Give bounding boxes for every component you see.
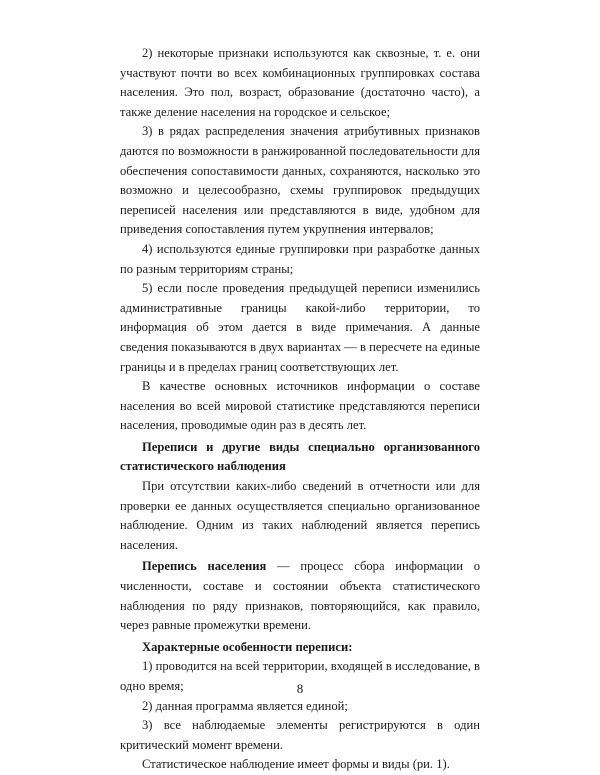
list-item-4: 4) используются единые группировки при разработке данных по разным территориям страны; (120, 241, 480, 276)
feature-item-2: 2) данная программа является единой; (142, 698, 348, 713)
absence-paragraph: При отсутствии каких-либо сведений в отчетности или для проверки ее данных осуществляется специально организованное наблюдение. Одним из таких наблюдений является перепись населения. (120, 479, 480, 552)
closing-paragraph: Статистическое наблюдение имеет формы и виды (ри. 1). (142, 757, 450, 772)
list-item-3: 3) в рядах распределения значения атрибутивных признаков даются по возможности в ранжированной последовательности для обеспечения сопоставимости данных, сохраняются, насколько это возможно и целесообразно, схемы группировок предыдущих переписей населения или представляются в виде, удобном для приведения сопоставления путем укрупнения интервалов; (120, 124, 480, 237)
feature-item-1: 1) проводится на всей территории, входящей в исследование, в одно время; (120, 659, 480, 693)
section-heading: Переписи и другие виды специально организованного статистического наблюдения (120, 439, 480, 474)
features-heading: Характерные особенности переписи: (142, 639, 353, 654)
sources-paragraph: В качестве основных источников информации о составе населения во всей мировой статистике представляются переписи населения, проводимые один раз в десять лет. (120, 379, 480, 433)
page-number: 8 (296, 681, 304, 696)
page-body (120, 44, 480, 775)
definition-paragraph (120, 557, 480, 635)
definition-term: Перепись населения (142, 559, 267, 574)
list-item-5: 5) если после проведения предыдущей переписи изменились административные границы какой-либо территории, то информация об этом дается в виде примечания. А данные сведения показываются в двух вариантах — в пересчете на единые границы и в пределах границ соответствующих лет. (120, 281, 480, 374)
list-item-2: 2) некоторые признаки используются как сквозные, т. е. они участвуют почти во всех комбинационных группировках состава населения. Это пол, возраст, образование (достаточно часто), а также деление населения на городское и сельское; (120, 46, 480, 119)
definition-body: — процесс сбора информации о численности, составе и состоянии объекта статистического наблюдения по ряду признаков, повторяющийся, как правило, через равные промежутки времени. (120, 559, 480, 633)
feature-item-3: 3) все наблюдаемые элементы регистрируются в один критический момент времени. (120, 718, 480, 752)
